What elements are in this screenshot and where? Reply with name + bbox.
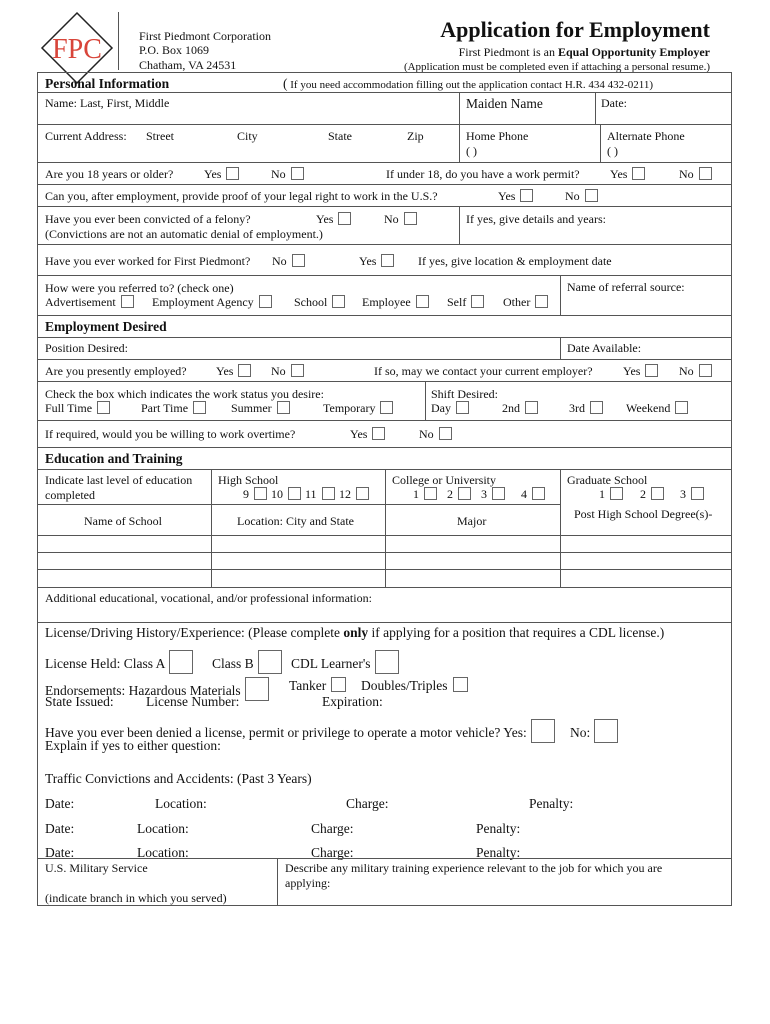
shift-day-checkbox[interactable] [456,401,469,414]
graduate-label: Graduate School [567,473,648,487]
permit-no[interactable]: No [679,167,712,182]
header-divider [118,12,119,70]
section-personal-heading: Personal Information [45,76,170,91]
contact-employer-question: If so, may we contact your current employer? [374,364,593,378]
part-time-checkbox[interactable] [193,401,206,414]
military-training-label: Describe any military training experience relevant to the job for which you are applying: [285,861,663,890]
license-cdl-learner[interactable]: CDL Learner's [291,650,399,674]
high-school-label: High School [218,473,279,487]
license-held[interactable]: License Held: Class A [45,650,193,674]
college-label: College or University [392,473,496,487]
hazmat-checkbox[interactable] [245,677,269,701]
traffic-location-1: Location: [155,796,207,811]
ref-employee[interactable]: Employee [362,295,429,310]
work-permit-question: If under 18, do you have a work permit? [386,167,580,181]
overtime-yes[interactable]: Yes [350,427,385,442]
traffic-location-2: Location: [137,821,189,836]
employed-yes[interactable]: Yes [216,364,251,379]
grad-level-2[interactable]: 2 [640,487,664,502]
worked-question: Have you ever worked for First Piedmont? [45,254,251,268]
grad-1-checkbox[interactable] [610,487,623,500]
state-label: State [328,129,352,143]
status-full-time[interactable]: Full Time [45,401,110,416]
contact-no[interactable]: No [679,364,712,379]
shift-second[interactable]: 2nd [502,401,538,416]
overtime-no[interactable]: No [419,427,452,442]
age-yes[interactable]: Yes [204,167,239,182]
proof-yes-checkbox[interactable] [520,189,533,202]
denied-no-checkbox[interactable] [594,719,618,743]
felony-details-label: If yes, give details and years: [466,212,606,226]
status-summer[interactable]: Summer [231,401,290,416]
overtime-no-checkbox[interactable] [439,427,452,440]
college-level-2[interactable]: 2 [447,487,471,502]
proof-no[interactable]: No [565,189,598,204]
education-level-label: Indicate last level of education completed [45,473,193,502]
shift-second-checkbox[interactable] [525,401,538,414]
license-history-heading: License/Driving History/Experience: (Please complete only if applying for a position that requires a CDL license.) [45,625,665,640]
permit-yes[interactable]: Yes [610,167,645,182]
address-label: Current Address: [45,129,127,143]
age-no-checkbox[interactable] [291,167,304,180]
contact-no-checkbox[interactable] [699,364,712,377]
name-label: Name: Last, First, Middle [45,96,170,110]
hs-12-checkbox[interactable] [356,487,369,500]
doubles-checkbox[interactable] [453,677,468,692]
section-education-heading: Education and Training [45,451,183,466]
contact-yes-checkbox[interactable] [645,364,658,377]
company-po-box: P.O. Box 1069 [139,43,210,57]
grad-level-3[interactable]: 3 [680,487,704,502]
grad-3-checkbox[interactable] [691,487,704,500]
employed-no-checkbox[interactable] [291,364,304,377]
permit-no-checkbox[interactable] [699,167,712,180]
resume-note: (Application must be completed even if attaching a personal resume.) [403,61,710,73]
college-2-checkbox[interactable] [458,487,471,500]
alt-phone-label: Alternate Phone [607,129,685,143]
traffic-date-3: Date: [45,845,75,860]
ref-advertisement-checkbox[interactable] [121,295,134,308]
endorsement-tanker[interactable]: Tanker [289,677,346,694]
class-b-checkbox[interactable] [258,650,282,674]
home-phone-label: Home Phone [466,129,529,143]
col-location-header: Location: City and State [237,514,354,528]
worked-details-label: If yes, give location & employment date [418,254,612,268]
traffic-charge-2: Charge: [311,821,354,836]
company-name: First Piedmont Corporation [139,29,271,43]
hs-10-checkbox[interactable] [288,487,301,500]
employed-question: Are you presently employed? [45,364,187,378]
traffic-penalty-2: Penalty: [476,821,521,836]
shift-weekend[interactable]: Weekend [626,401,688,416]
hs-9-checkbox[interactable] [254,487,267,500]
overtime-question: If required, would you be willing to work overtime? [45,427,296,441]
shift-third-checkbox[interactable] [590,401,603,414]
section-employment-heading: Employment Desired [45,319,167,334]
explain-label: Explain if yes to either question: [45,738,221,753]
employed-no[interactable]: No [271,364,304,379]
traffic-location-3: Location: [137,845,189,860]
age-question: Are you 18 years or older? [45,167,174,181]
proof-yes[interactable]: Yes [498,189,533,204]
ref-school[interactable]: School [294,295,345,310]
referral-question: How were you referred to? (check one) [45,281,234,295]
overtime-yes-checkbox[interactable] [372,427,385,440]
college-level-1[interactable]: 1 [413,487,437,502]
worked-yes-checkbox[interactable] [381,254,394,267]
col-major-header: Major [457,514,487,528]
cdl-learner-checkbox[interactable] [375,650,399,674]
hs-level-12[interactable]: 12 [339,487,369,502]
grad-level-1[interactable]: 1 [599,487,623,502]
position-label: Position Desired: [45,341,128,355]
referral-source-label: Name of referral source: [567,280,685,294]
tanker-checkbox[interactable] [331,677,346,692]
date-label: Date: [601,96,627,110]
traffic-charge-3: Charge: [311,845,354,860]
temporary-checkbox[interactable] [380,401,393,414]
traffic-penalty-3: Penalty: [476,845,521,860]
ref-other[interactable]: Other [503,295,548,310]
worked-no-checkbox[interactable] [292,254,305,267]
traffic-date-1: Date: [45,796,75,811]
college-1-checkbox[interactable] [424,487,437,500]
license-number-label: License Number: [146,694,240,709]
hs-11-checkbox[interactable] [322,487,335,500]
accommodation-note: ( If you need accommodation filling out the application contact H.R. 434 432-0211) [283,76,654,91]
maiden-name-label: Maiden Name [466,96,543,111]
state-issued-label: State Issued: [45,694,114,709]
military-service-label: U.S. Military Service [45,861,148,875]
shift-weekend-checkbox[interactable] [675,401,688,414]
summer-checkbox[interactable] [277,401,290,414]
proof-question: Can you, after employment, provide proof of your legal right to work in the U.S.? [45,189,438,203]
felony-yes-checkbox[interactable] [338,212,351,225]
full-time-checkbox[interactable] [97,401,110,414]
alt-phone-input[interactable]: ( ) [607,144,618,158]
denied-question[interactable]: Have you ever been denied a license, permit or privilege to operate a motor vehicle? Yes: [45,719,555,743]
additional-education-label: Additional educational, vocational, and/or professional information: [45,591,372,605]
felony-question: Have you ever been convicted of a felony? [45,212,251,226]
permit-yes-checkbox[interactable] [632,167,645,180]
grad-2-checkbox[interactable] [651,487,664,500]
denied-no[interactable]: No: [570,719,618,743]
felony-note: (Convictions are not an automatic denial of employment.) [45,227,323,241]
svg-text:FPC: FPC [52,34,102,65]
age-yes-checkbox[interactable] [226,167,239,180]
traffic-convictions-label: Traffic Convictions and Accidents: (Past 3 Years) [45,771,312,786]
college-level-4[interactable]: 4 [521,487,545,502]
ref-self-checkbox[interactable] [471,295,484,308]
denied-yes-checkbox[interactable] [531,719,555,743]
class-a-checkbox[interactable] [169,650,193,674]
zip-label: Zip [407,129,424,143]
col-school-header: Name of School [84,514,162,528]
ref-school-checkbox[interactable] [332,295,345,308]
contact-yes[interactable]: Yes [623,364,658,379]
work-status-question: Check the box which indicates the work status you desire: [45,387,324,401]
employed-yes-checkbox[interactable] [238,364,251,377]
ref-other-checkbox[interactable] [535,295,548,308]
ref-self[interactable]: Self [447,295,484,310]
hs-level-10[interactable]: 10 [271,487,301,502]
home-phone-input[interactable]: ( ) [466,144,477,158]
worked-yes[interactable]: Yes [359,254,394,269]
college-level-3[interactable]: 3 [481,487,505,502]
felony-no-checkbox[interactable] [404,212,417,225]
shift-third[interactable]: 3rd [569,401,603,416]
traffic-charge-1: Charge: [346,796,389,811]
license-class-b[interactable]: Class B [212,650,282,674]
college-3-checkbox[interactable] [492,487,505,500]
ref-agency[interactable]: Employment Agency [152,295,272,310]
street-label: Street [146,129,174,143]
felony-yes[interactable]: Yes [316,212,351,227]
military-branch-label: (indicate branch in which you served) [45,891,227,905]
shift-label: Shift Desired: [431,387,498,401]
eoe-statement: First Piedmont is an Equal Opportunity Employer [458,45,710,59]
expiration-label: Expiration: [322,694,383,709]
date-available-label: Date Available: [567,341,642,355]
shift-day[interactable]: Day [431,401,469,416]
worked-no[interactable]: No [272,254,305,269]
traffic-penalty-1: Penalty: [529,796,574,811]
city-label: City [237,129,258,143]
proof-no-checkbox[interactable] [585,189,598,202]
col-degree-header: Post High School Degree(s)- [574,507,713,521]
status-part-time[interactable]: Part Time [141,401,206,416]
endorsement-doubles[interactable]: Doubles/Triples [361,677,468,694]
ref-agency-checkbox[interactable] [259,295,272,308]
status-temporary[interactable]: Temporary [323,401,393,416]
page-title: Application for Employment [440,17,710,42]
ref-advertisement[interactable]: Advertisement [45,295,134,310]
age-no[interactable]: No [271,167,304,182]
hs-level-11[interactable]: 11 [305,487,335,502]
college-4-checkbox[interactable] [532,487,545,500]
traffic-date-2: Date: [45,821,75,836]
company-city: Chatham, VA 24531 [139,58,237,72]
ref-employee-checkbox[interactable] [416,295,429,308]
felony-no[interactable]: No [384,212,417,227]
hs-level-9[interactable]: 9 [243,487,267,502]
endorsement-hazmat[interactable]: Endorsements: Hazardous Materials [45,677,269,701]
